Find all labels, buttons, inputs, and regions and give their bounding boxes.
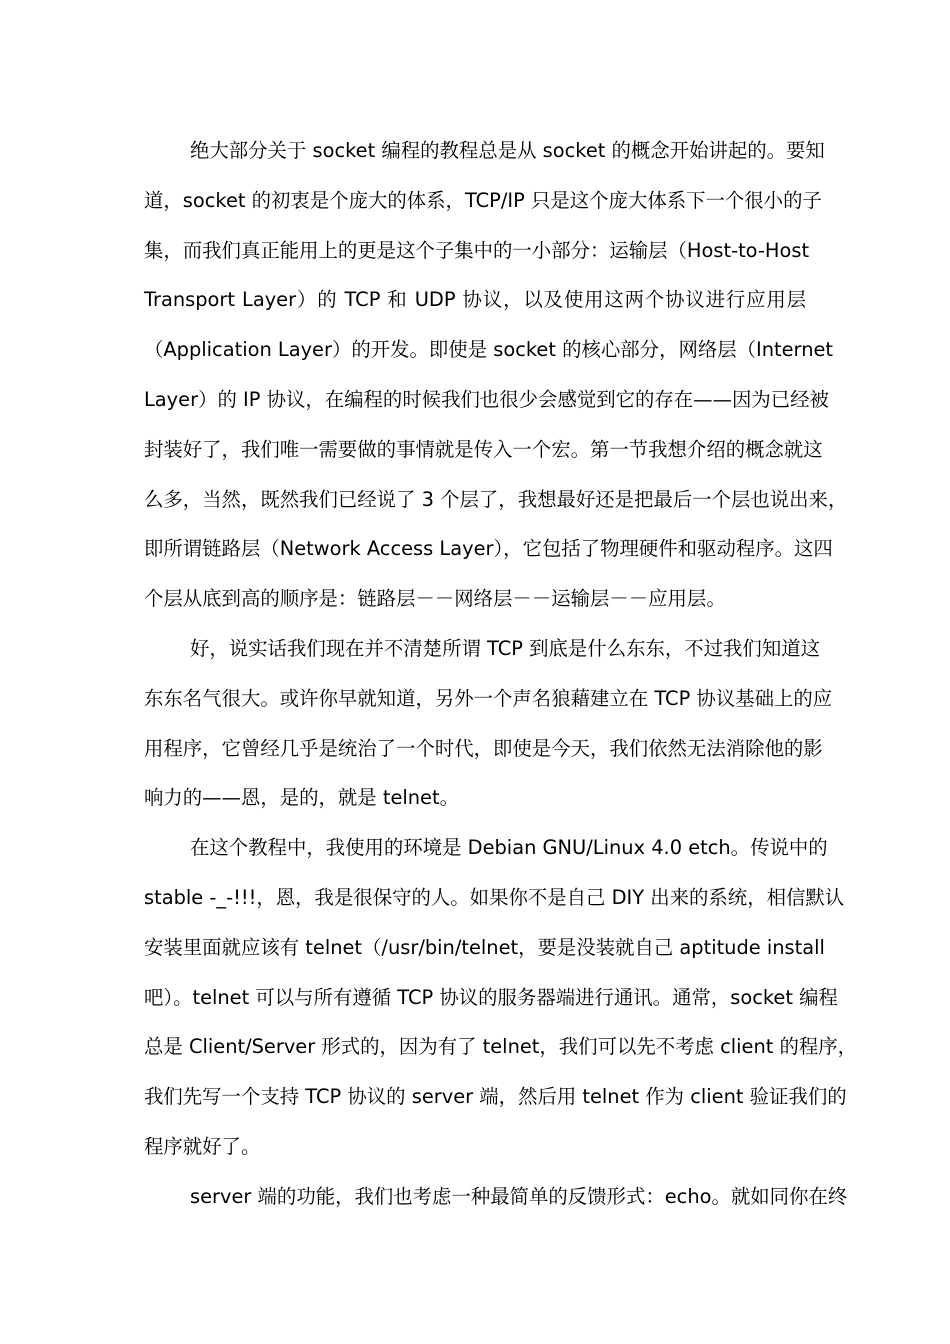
text-line: 在这个教程中，我使用的环境是 Debian GNU/Linux 4.0 etch。传说中的	[190, 836, 828, 860]
document-body	[144, 126, 858, 1222]
text-line: 响力的——恩，是的，就是 telnet。	[144, 786, 459, 810]
text-line: 吧）。telnet 可以与所有遵循 TCP 协议的服务器端进行通讯。通常，socket 编程	[144, 985, 838, 1009]
text-line: 程序就好了。	[144, 1134, 261, 1158]
text-line: Layer）的 IP 协议，在编程的时候我们也很少会感觉到它的存在——因为已经被	[144, 387, 829, 411]
text-line: 安装里面就应该有 telnet（/usr/bin/telnet，要是没装就自己 aptitude install	[144, 935, 825, 959]
text-line: 我们先写一个支持 TCP 协议的 server 端，然后用 telnet 作为 client 验证我们的	[144, 1085, 847, 1109]
text-line: 好，说实话我们现在并不清楚所谓 TCP 到底是什么东东，不过我们知道这	[190, 636, 820, 660]
text-line: 总是 Client/Server 形式的，因为有了 telnet，我们可以先不考虑 client 的程序，	[144, 1035, 858, 1059]
text-line: 绝大部分关于 socket 编程的教程总是从 socket 的概念开始讲起的。要知	[190, 139, 825, 162]
text-line: 集，而我们真正能用上的更是这个子集中的一小部分：运输层（Host-to-Host	[144, 238, 810, 262]
text-line: 道，socket 的初衷是个庞大的体系，TCP/IP 只是这个庞大体系下一个很小的子	[144, 188, 822, 212]
text-line: stable -_-!!!，恩，我是很保守的人。如果你不是自己 DIY 出来的系统，相信默认	[144, 885, 845, 909]
text-line: 即所谓链路层（Network Access Layer），它包括了物理硬件和驱动程序。这四	[144, 537, 833, 561]
text-line: （Application Layer）的开发。即使是 socket 的核心部分，网络层（Internet	[144, 338, 834, 362]
paragraph-socket-intro	[144, 126, 848, 624]
text-line: 个层从底到高的顺序是：链路层－－网络层－－运输层－－应用层。	[144, 587, 726, 611]
text-line: 封装好了，我们唯一需要做的事情就是传入一个宏。第一节我想介绍的概念就这	[144, 437, 823, 461]
text-line: Transport Layer）的 TCP 和 UDP 协议，以及使用这两个协议进行应用层	[144, 288, 806, 312]
paragraph-tcp-telnet	[144, 624, 833, 823]
text-line: server 端的功能，我们也考虑一种最简单的反馈形式：echo。就如同你在终	[190, 1184, 848, 1208]
text-line: 东东名气很大。或许你早就知道，另外一个声名狼藉建立在 TCP 协议基础上的应	[144, 686, 833, 710]
text-line: 用程序，它曾经几乎是统治了一个时代，即使是今天，我们依然无法消除他的影	[144, 736, 823, 760]
text-line: 么多，当然，既然我们已经说了 3 个层了，我想最好还是把最后一个层也说出来，	[144, 487, 848, 511]
paragraph-environment	[144, 823, 858, 1172]
paragraph-server-echo	[144, 1172, 848, 1222]
